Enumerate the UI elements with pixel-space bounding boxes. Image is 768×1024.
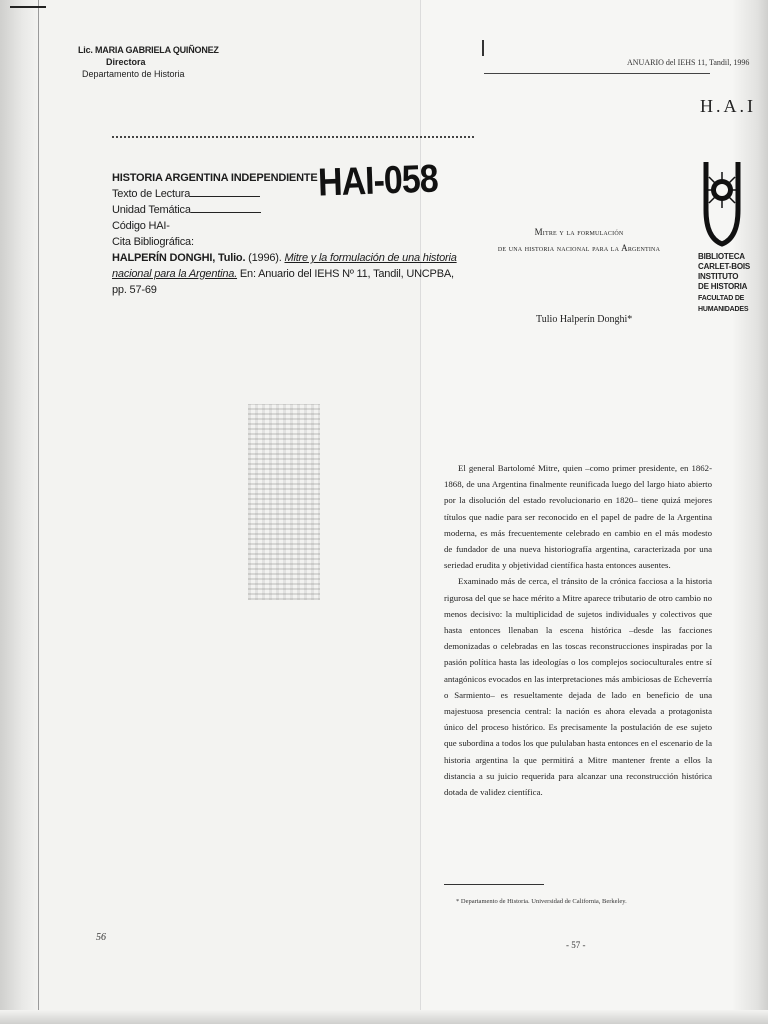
footnote: * Departamento de Historia. Universidad de California, Berkeley. — [456, 898, 627, 905]
department-name: Departamento de Historia — [82, 69, 185, 79]
right-page-number: - 57 - — [566, 940, 586, 950]
citation-title: Mitre y la formulación de una historia nacional para la Argentina. — [112, 252, 457, 280]
article-title — [484, 224, 674, 256]
left-page-number: 56 — [96, 932, 106, 943]
citation-author: HALPERÍN DONGHI, Tulio. — [112, 252, 246, 264]
citation-text — [112, 250, 462, 298]
page-left-edge — [0, 0, 39, 1024]
reading-label: Texto de Lectura — [112, 188, 191, 200]
corner-code: H.A.I — [700, 96, 756, 116]
course-title: HISTORIA ARGENTINA INDEPENDIENTE — [112, 172, 318, 184]
dotted-divider — [112, 136, 474, 138]
right-page-shadow — [732, 0, 768, 1024]
journal-header-rule — [484, 73, 710, 74]
page-bottom-edge — [0, 1010, 768, 1024]
code-label: Código HAI- — [112, 220, 170, 232]
library-line-4: DE HISTORIA — [698, 282, 748, 291]
citation-source: En: Anuario del IEHS Nº 11, Tandil, UNCPBA, pp. 57-69 — [112, 268, 454, 296]
handwritten-code-stamp: HAI-058 — [317, 157, 439, 205]
article-title-line-2: de una historia nacional para la Argentina — [497, 243, 661, 253]
director-name: Lic. MARIA GABRIELA QUIÑONEZ — [78, 45, 219, 55]
director-role: Directora — [106, 57, 146, 67]
unit-label: Unidad Temática — [112, 204, 191, 216]
library-line-1: BIBLIOTECA — [698, 252, 745, 261]
university-logo-icon — [700, 158, 744, 248]
unit-blank — [191, 202, 261, 213]
library-line-2: CARLET-BOIS — [698, 262, 751, 271]
library-line-3: INSTITUTO — [698, 272, 739, 281]
reading-blank — [190, 186, 260, 197]
tick-mark — [482, 40, 484, 56]
article-title-line-1: Mitre y la formulación — [534, 227, 624, 237]
journal-header: ANUARIO del IEHS 11, Tandil, 1996 — [627, 58, 750, 67]
footnote-rule — [444, 884, 544, 885]
scan-artifact — [248, 404, 320, 600]
article-body — [444, 460, 712, 800]
unit-field — [112, 202, 462, 218]
edge-mark — [10, 6, 46, 8]
cite-label: Cita Bibliográfica: — [112, 236, 194, 248]
citation-year: (1996). — [248, 252, 282, 264]
article-author: Tulio Halperín Donghi* — [536, 314, 633, 325]
faculty-line-2: HUMANIDADES — [698, 306, 749, 313]
library-stamp — [698, 252, 764, 314]
paragraph-2: Examinado más de cerca, el tránsito de la crónica facciosa a la historia rigurosa del que se hace mérito a Mitre aparece tributario de otro cambio no menos decisivo: la multiplicidad de sujetos individuales y colectivos que hasta entonces llenaban la escena histórica –desde las facciones demonizadas o celebradas en las toscas reconstrucciones inspiradas por la pasión política hasta las ideologías o los complejos socioculturales entre sí antagónicos evocados en las interpretaciones más ambiciosas de Echeverría o Sarmiento– es resueltamente dejada de lado en beneficio de una majestuosa presencia central: la nación es ahora elevada a protagonista único del proceso histórico. Es precisamente la postulación de ese sujeto que subordina a todos los que pululaban hasta entonces en el escenario de la historia argentina la que permitirá a Mitre mantener frente a ellos la distancia a su juicio requerida para alcanzar una reconstrucción histórica dotada de validez científica. — [444, 576, 712, 798]
department-header — [78, 44, 219, 80]
paragraph-1: El general Bartolomé Mitre, quien –como primer presidente, en 1862-1868, de una Argentina finalmente reunificada luego del largo hiato abierto por la disolución del estado revolucionario en 1820– tiene quizá mejores títulos que nadie para ser reconocido en el papel de padre de la Argentina moderna, es más frecuentemente celebrado en cambio en el más modesto de fundador de una nueva historiografía argentina, caracterizada por una seriedad erudita y objetividad científica hasta entonces ausentes. — [444, 463, 712, 571]
faculty-line-1: FACULTAD DE — [698, 295, 745, 302]
